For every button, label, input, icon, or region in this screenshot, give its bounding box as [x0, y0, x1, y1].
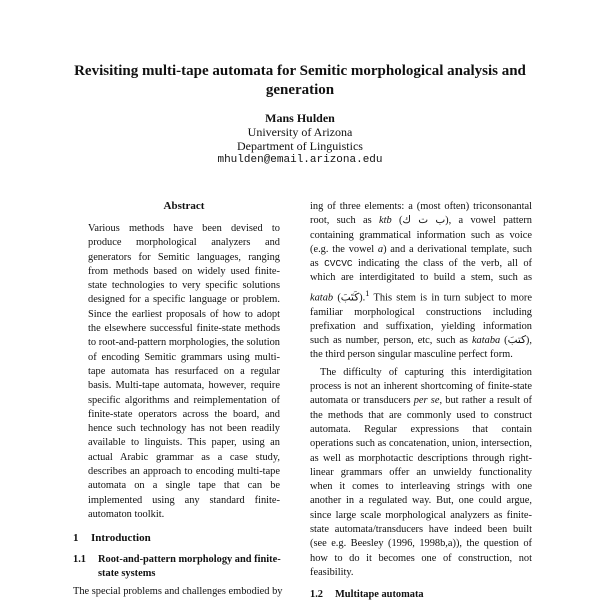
footnote-marker[interactable]: 1: [365, 287, 370, 298]
subsection-number: 1.1: [73, 554, 86, 565]
italic-term: katab: [310, 292, 334, 304]
subsection-number: 1.2: [310, 589, 323, 600]
subsection-title: Root-and-pattern morphology and finite-state systems: [98, 554, 281, 579]
subsection-title: Multitape automata: [335, 589, 424, 600]
italic-term: kataba: [471, 335, 501, 347]
template-code: CVCVC: [324, 258, 353, 270]
paragraph-2: [310, 366, 532, 580]
italic-term: ktb: [378, 215, 392, 227]
abstract-text: Various methods have been devised to produce morphological analyzers and generators for Semitic languages, ranging from methods based on widely used finite-state technologies to very specific solutions designed for a specific language or problem. Since the earliest proposals of how to adopt the elsewhere successful finite-state methods to root-and-pattern morphologies, the solution of encoding Semitic grammars using multi-tape automata has resurfaced on a regular basis. Multi-tape automata, however, require specific algorithms and reimplementation of finite-state operators across the board, and hence such technology has not been readily available to linguists. This paper, using an actual Arabic grammar as a case study, describes an approach to encoding multi-tape automata on a single tape that can be implemented using any standard finite-automaton toolkit.: [88, 223, 280, 520]
section-title: Introduction: [91, 532, 151, 544]
arabic-text: (كتبَ): [504, 335, 530, 347]
right-column: [310, 200, 532, 580]
text-span: The difficulty of capturing this interdigitation process is not an inherent shortcoming of finite-state automata or transducers: [310, 366, 532, 407]
abstract-heading: Abstract: [163, 200, 205, 212]
author-email: mhulden@email.arizona.edu: [217, 154, 383, 166]
text-span: ) and a derivational template, such as: [310, 243, 533, 270]
arabic-text: (ب ت ك): [398, 215, 449, 227]
arabic-text: (كَتَبَ): [337, 292, 363, 304]
italic-term: per se: [413, 395, 440, 407]
author-name: Mans Hulden: [265, 111, 335, 125]
text-span: indicating the class of the verb, all of which are interdigitated to build a stem, such as: [310, 258, 532, 284]
paper-title: Revisiting multi-tape automata for Semitic morphological analysis and generation: [74, 63, 526, 98]
section-number: 1: [73, 532, 79, 544]
text-span: ing of three elements: a (most often) triconsonantal root, such as: [310, 201, 532, 227]
text-span: This stem is in turn subject to more familiar morphological constructions including prefixation and suffixation, yielding information such as number, person, etc, such as: [310, 292, 532, 347]
text-span: , the third person singular masculine perfect form.: [310, 335, 532, 361]
section-heading-introduction: [73, 532, 151, 544]
italic-term: a: [377, 243, 384, 255]
text-span: , but rather a result of the methods that are commonly used to construct automata. Regular expressions that contain operations such as concatenation, union, intersection, as well as morphotactic descriptions through right-linear grammars offer an unwieldy functionality when it comes to interleaving strings with one another in a regulated way. But, one could argue, since large scale morphological analyzers as finite-state automata/transducers have indeed been built (see e.g. Beesley (1996, 1998b,a)), the question of how to do it becomes one of construction, not feasibility.: [310, 395, 532, 578]
subsection-heading-root-and-pattern: [73, 553, 298, 581]
paragraph-1: ing of three elements: a (most often) triconsonantal root, such as ktb (ب ت ك), a vowel pattern containing grammatical information such as voice (e.g. the vowel a) and a derivational template, such as CVCVC indicating the class of the verb, all of which are interdigitated to build a stem, such as katab (كَتَبَ).$^1$ This stem is in turn subject to more familiar morphological constructions including prefixation and suffixation, yielding information such as number, person, etc, such as kataba (كتبَ), the third person singular masculine perfect form.: [310, 201, 533, 361]
left-body-text: The special problems and challenges embodied by: [73, 586, 283, 597]
text-span: , a vowel pattern containing grammatical information such as voice (e.g. the vowel: [310, 215, 532, 255]
author-affiliation: University of Arizona: [247, 125, 353, 139]
author-department: Department of Linguistics: [237, 139, 363, 153]
